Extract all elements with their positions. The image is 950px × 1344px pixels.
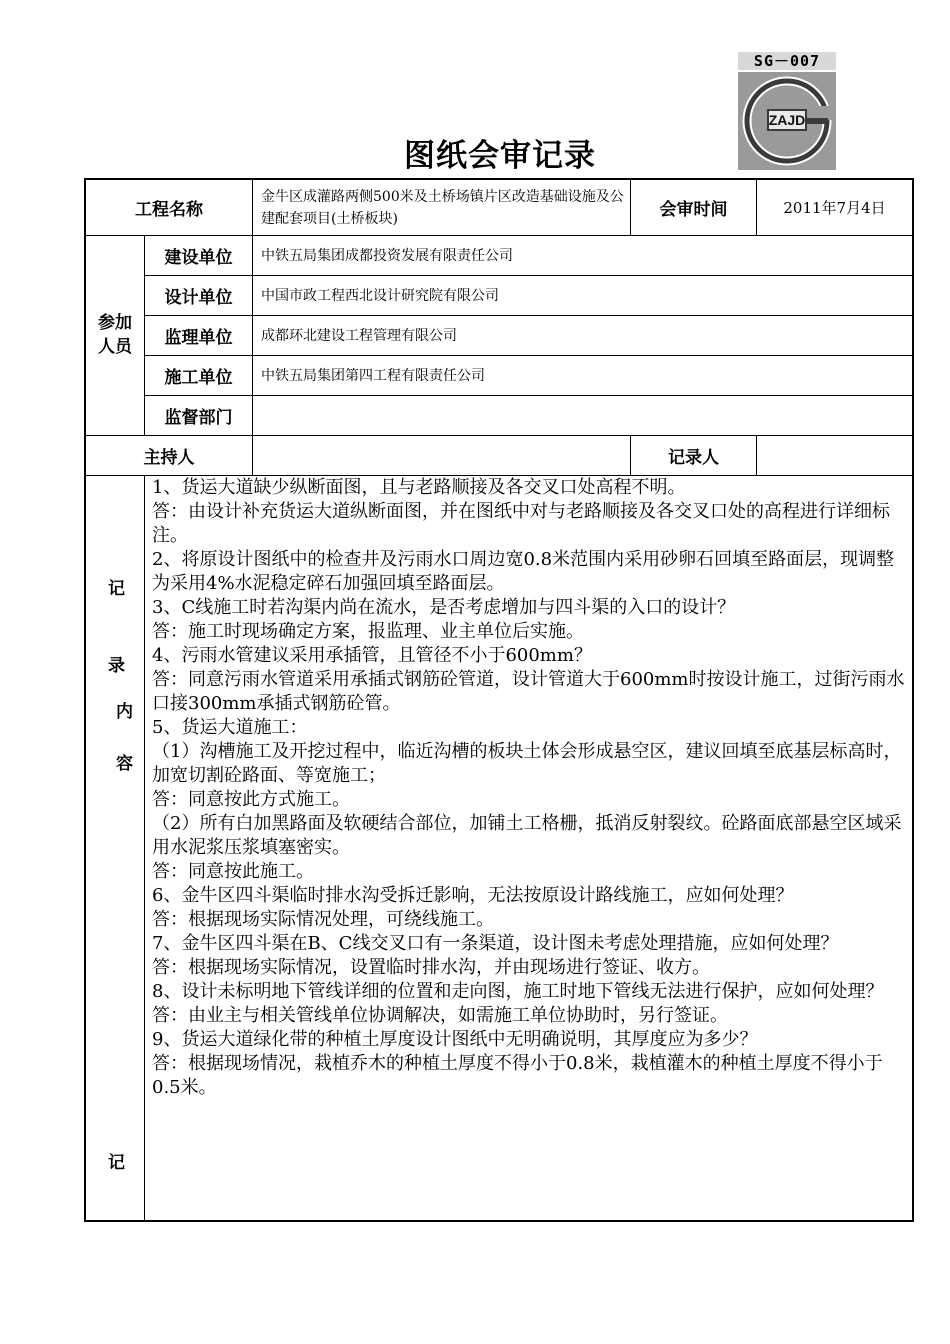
- record-line: 答：由设计补充货运大道纵断面图，并在图纸中对与老路顺接及各交叉口处的高程进行详细标注。: [152, 501, 890, 546]
- contractor-unit-label: 施工单位: [164, 368, 233, 388]
- record-line: 7、金牛区四斗渠在B、C线交叉口有一条渠道，设计图未考虑处理措施，应如何处理？: [152, 933, 839, 954]
- host-value: [253, 436, 630, 475]
- record-side-char: 容: [116, 754, 133, 774]
- record-line: 答：同意按此施工。: [152, 861, 314, 882]
- design-unit-label: 设计单位: [164, 288, 233, 308]
- record-line: 1、货运大道缺少纵断面图，且与老路顺接及各交叉口处高程不明。: [152, 477, 686, 498]
- svg-text:ZAJD: ZAJD: [768, 112, 806, 128]
- host-label: 主持人: [143, 448, 195, 468]
- oversight-dept-value: [253, 396, 912, 435]
- project-name-value: 金牛区成灌路两侧500米及土桥场镇片区改造基础设施及公建配套项目(土桥板块): [261, 188, 624, 227]
- record-content: [152, 476, 908, 1100]
- record-line: 答：根据现场实际情况，设置临时排水沟，并由现场进行签证、收方。: [152, 957, 710, 978]
- record-side-char: 记: [108, 1153, 125, 1173]
- record-line: 答：根据现场情况，栽植乔木的种植土厚度不得小于0.8米，栽植灌木的种植土厚度不得小于0.5米。: [152, 1053, 883, 1098]
- record-line: 2、将原设计图纸中的检查井及污雨水口周边宽0.8米范围内采用砂卵石回填至路面层，现调整为采用4%水泥稳定碎石加强回填至路面层。: [152, 549, 895, 594]
- page-title: 图纸会审记录: [404, 138, 596, 174]
- design-unit-value: 中国市政工程西北设计研究院有限公司: [261, 287, 499, 304]
- record-line: 答：同意按此方式施工。: [152, 789, 350, 810]
- recorder-label: 记录人: [668, 448, 719, 468]
- record-line: 答：根据现场实际情况处理，可绕线施工。: [152, 909, 494, 930]
- record-line: 3、C线施工时若沟渠内尚在流水，是否考虑增加与四斗渠的入口的设计？: [152, 597, 736, 618]
- oversight-dept-label: 监督部门: [164, 408, 233, 428]
- form-code: SG－007: [738, 52, 836, 70]
- record-side-char: 内: [116, 702, 133, 722]
- record-line: 5、货运大道施工：: [152, 717, 308, 738]
- review-date-value: 2011年7月4日: [783, 199, 886, 217]
- record-side-char: 录: [108, 656, 125, 676]
- record-line: 4、污雨水管建议采用承插管，且管径不小于600mm？: [152, 645, 592, 666]
- contractor-unit-value: 中铁五局集团第四工程有限责任公司: [261, 367, 485, 384]
- recorder-value: [757, 436, 912, 475]
- project-name-label: 工程名称: [135, 200, 203, 220]
- participants-label: 参加人员: [98, 313, 132, 357]
- record-line: 9、货运大道绿化带的种植土厚度设计图纸中无明确说明，其厚度应为多少？: [152, 1029, 758, 1050]
- review-date-label: 会审时间: [659, 200, 728, 220]
- record-line: （1）沟槽施工及开挖过程中，临近沟槽的板块土体会形成悬空区，建议回填至底基层标高时，加宽切割砼路面、等宽施工；: [152, 741, 902, 786]
- record-line: 答：由业主与相关管线单位协调解决，如需施工单位协助时，另行签证。: [152, 1005, 728, 1026]
- record-line: 8、设计未标明地下管线详细的位置和走向图，施工时地下管线无法进行保护，应如何处理？: [152, 981, 884, 1002]
- record-line: （2）所有白加黑路面及软硬结合部位，加铺土工格栅，抵消反射裂纹。砼路面底部悬空区域采用水泥浆压浆填塞密实。: [152, 813, 902, 858]
- record-side-char: 记: [108, 579, 125, 599]
- supervision-unit-value: 成都环北建设工程管理有限公司: [261, 327, 457, 344]
- record-line: 答：同意污雨水管道采用承插式钢筋砼管道，设计管道大于600mm时按设计施工，过街污雨水口接300mm承插式钢筋砼管。: [152, 669, 905, 714]
- record-line: 答：施工时现场确定方案，报监理、业主单位后实施。: [152, 621, 584, 642]
- construction-unit-value: 中铁五局集团成都投资发展有限责任公司: [261, 247, 513, 264]
- record-line: 6、金牛区四斗渠临时排水沟受拆迁影响，无法按原设计路线施工，应如何处理？: [152, 885, 794, 906]
- construction-unit-label: 建设单位: [164, 248, 233, 268]
- supervision-unit-label: 监理单位: [164, 328, 233, 348]
